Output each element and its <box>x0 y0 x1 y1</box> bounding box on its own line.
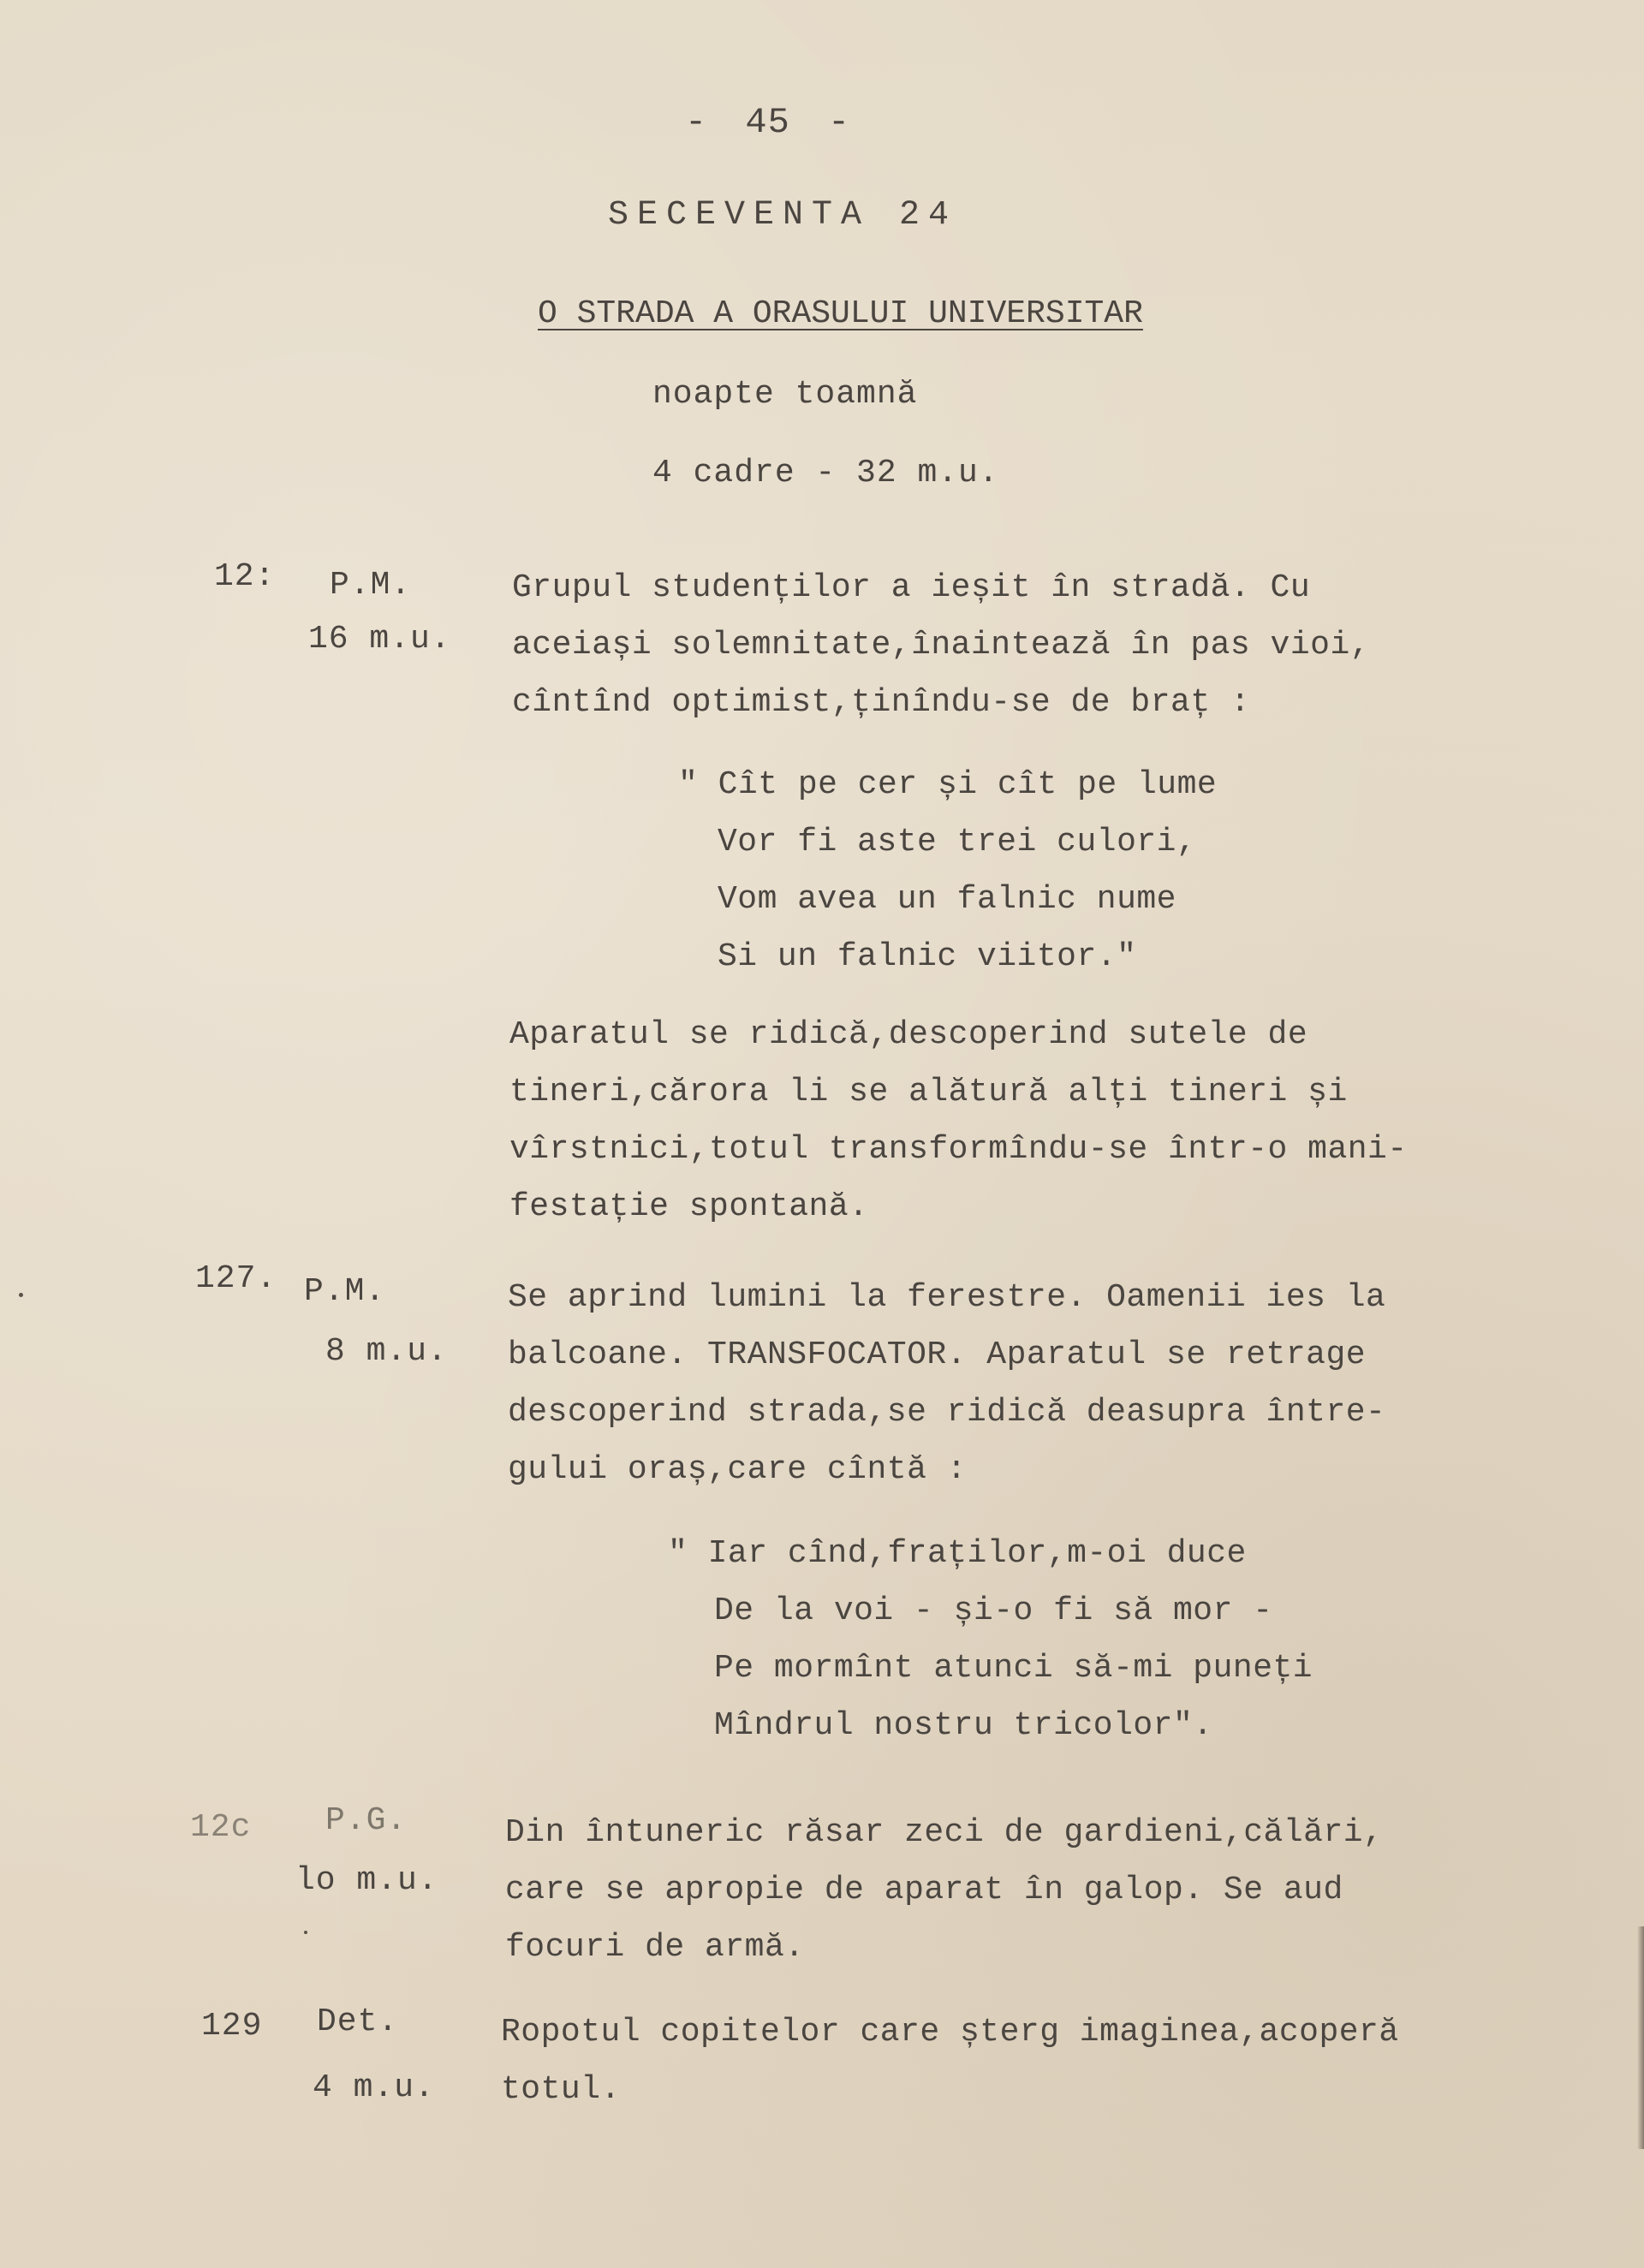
shot-text-line: care se apropie de aparat în galop. Se aud <box>505 1872 1343 1908</box>
verse-line: Vom avea un falnic nume <box>718 881 1176 918</box>
verse-line: Pe mormînt atunci să-mi puneți <box>714 1650 1313 1687</box>
verse-line: De la voi - și-o fi să mor - <box>714 1592 1273 1629</box>
shot-duration: 8 m.u. <box>325 1333 448 1370</box>
verse-line: Si un falnic viitor." <box>718 938 1137 975</box>
shot-text-line: Aparatul se ridică,descoperind sutele de <box>509 1016 1308 1053</box>
shot-duration: 4 m.u. <box>313 2069 435 2106</box>
shot-text-line: focuri de armă. <box>505 1929 805 1966</box>
shot-type: Det. <box>317 2003 399 2040</box>
shot-text-line: aceiași solemnitate,înaintează în pas vioi, <box>512 627 1371 664</box>
shot-text-line: cîntînd optimist,ținîndu-se de braț : <box>512 684 1251 721</box>
paper-speck <box>19 1293 23 1297</box>
shot-duration: 16 m.u. <box>308 621 451 658</box>
shot-number: 12: <box>214 558 276 595</box>
shot-text-line: totul. <box>501 2071 621 2108</box>
shot-text-line: balcoane. TRANSFOCATOR. Aparatul se retrage <box>508 1336 1367 1373</box>
shot-text-line: vîrstnici,totul transformîndu-se într-o mani- <box>509 1131 1408 1168</box>
paper-speck <box>304 1931 307 1934</box>
verse-line: Mîndrul nostru tricolor". <box>714 1707 1213 1744</box>
shot-duration: lo m.u. <box>295 1862 438 1899</box>
shot-number: 12c <box>190 1809 252 1846</box>
shot-number: 129 <box>201 2008 263 2045</box>
verse-line: Vor fi aste trei culori, <box>718 824 1197 860</box>
shot-type: P.M. <box>330 567 412 604</box>
shot-text-line: tineri,cărora li se alătură alți tineri și <box>509 1074 1348 1110</box>
shot-text-line: Din întuneric răsar zeci de gardieni,călări, <box>505 1814 1384 1851</box>
scene-frames: 4 cadre - 32 m.u. <box>652 455 999 491</box>
shot-text-line: descoperind strada,se ridică deasupra între- <box>508 1394 1386 1431</box>
shot-text-line: Grupul studenților a ieșit în stradă. Cu <box>512 569 1311 606</box>
shot-text-line: Se aprind lumini la ferestre. Oamenii ies la <box>508 1279 1386 1316</box>
scene-time: noapte toamnă <box>652 376 918 413</box>
shot-type: P.G. <box>325 1802 408 1839</box>
shot-text-line: gului oraș,care cîntă : <box>508 1451 967 1488</box>
shot-text-line: festație spontană. <box>509 1188 869 1225</box>
shot-text-line: Ropotul copitelor care șterg imaginea,acoperă <box>501 2014 1399 2051</box>
page-edge-shadow <box>1637 1926 1644 2149</box>
verse-line: " Iar cînd,fraților,m-oi duce <box>668 1535 1247 1572</box>
verse-line: " Cît pe cer și cît pe lume <box>678 766 1218 803</box>
sequence-title: SECEVENTA 24 <box>608 196 958 235</box>
shot-type: P.M. <box>304 1273 386 1310</box>
scene-title: O STRADA A ORASULUI UNIVERSITAR <box>538 295 1143 332</box>
page-number: - 45 - <box>685 102 851 143</box>
shot-number: 127. <box>195 1260 277 1297</box>
